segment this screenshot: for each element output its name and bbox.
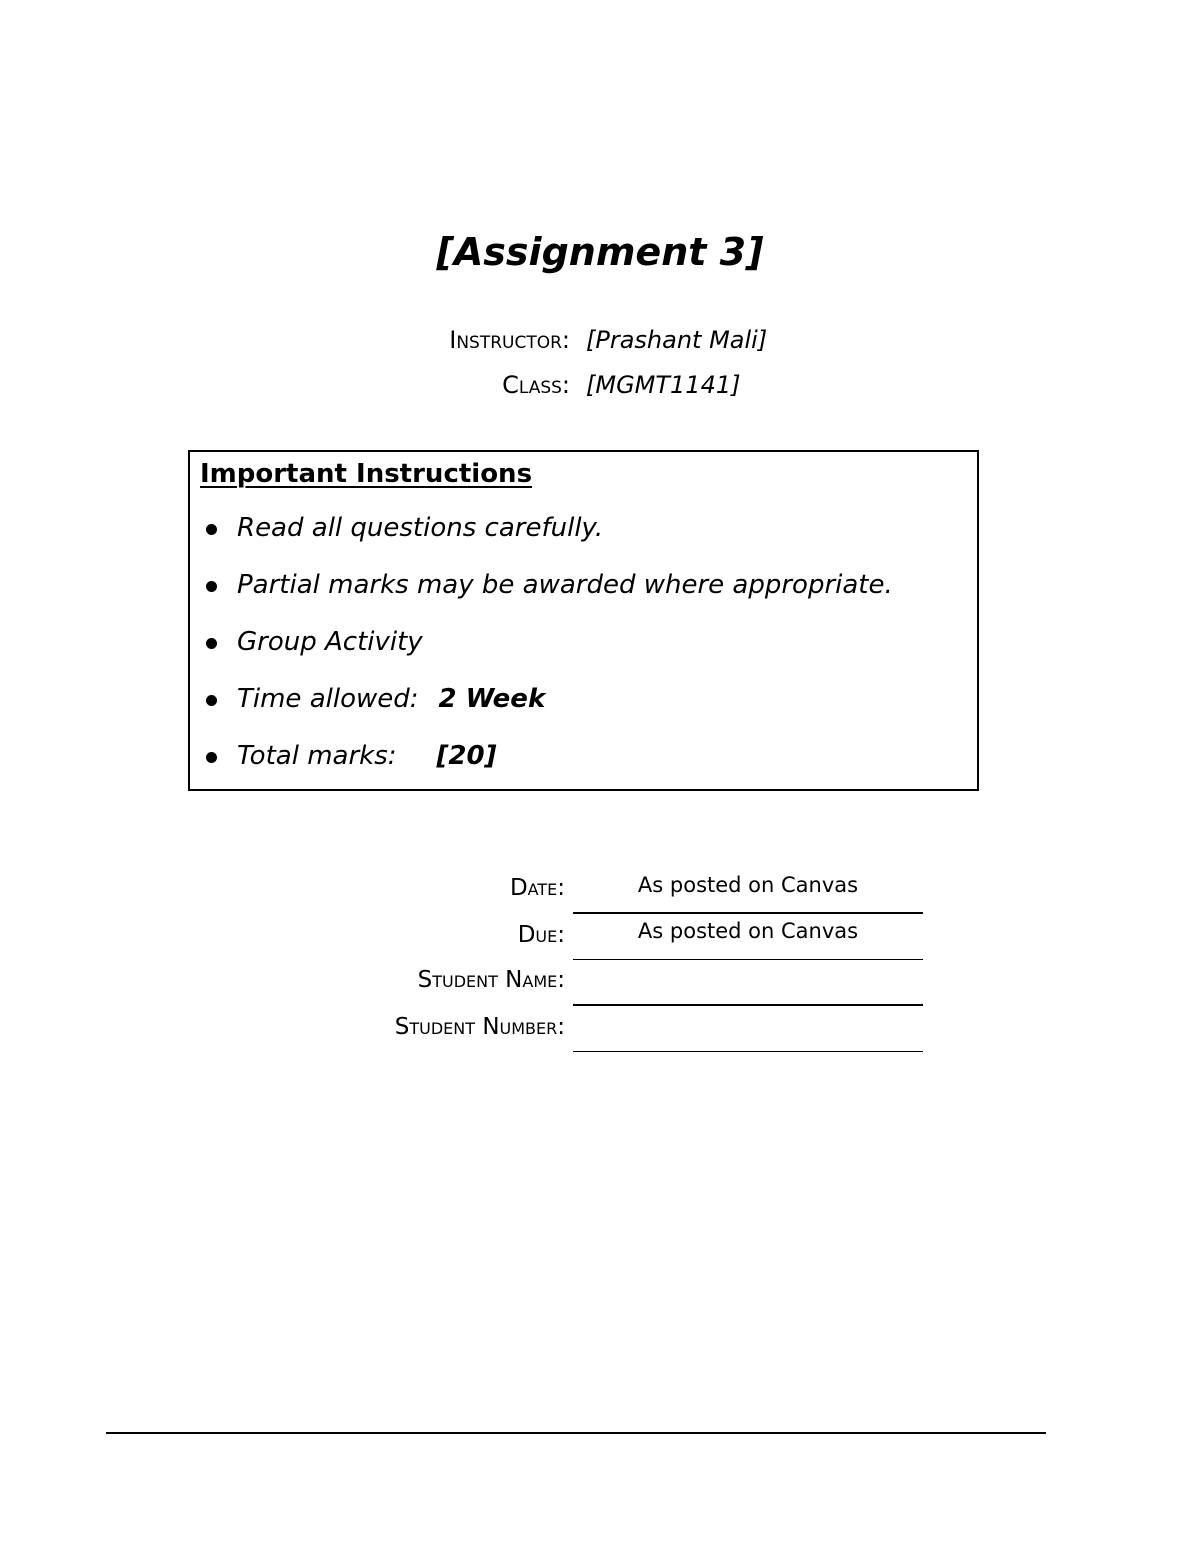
instruction-item <box>200 622 970 679</box>
due-label: Due: <box>517 922 565 948</box>
bullet-icon <box>206 752 217 763</box>
instruction-item <box>200 565 970 622</box>
date-field-line <box>573 912 923 914</box>
instructions-heading: Important Instructions <box>200 459 533 489</box>
instruction-text: Read all questions carefully. <box>237 513 604 543</box>
date-label: Date: <box>509 875 565 901</box>
total-marks-value: [20] <box>436 741 497 771</box>
due-field-line <box>573 959 923 960</box>
instructions-list <box>200 508 970 793</box>
time-allowed-label: Time allowed: <box>237 684 419 714</box>
instruction-text: Group Activity <box>237 627 423 657</box>
assignment-title: [Assignment 3] <box>436 230 764 274</box>
instructor-value: [Prashant Mali] <box>586 326 768 354</box>
class-value: [MGMT1141] <box>586 371 741 399</box>
instructor-label: Instructor: <box>449 326 570 354</box>
bullet-icon <box>206 638 217 649</box>
student-number-label: Student Number: <box>394 1014 565 1040</box>
student-number-field-line <box>573 1051 923 1052</box>
class-label: Class: <box>502 371 570 399</box>
bullet-icon <box>206 695 217 706</box>
instructions-box <box>188 450 979 791</box>
footer-divider <box>106 1432 1046 1434</box>
instruction-item-total-marks <box>200 736 970 793</box>
instruction-item <box>200 508 970 565</box>
time-allowed-value: 2 Week <box>438 684 546 714</box>
due-value: As posted on Canvas <box>637 919 859 943</box>
instruction-text: Partial marks may be awarded where appropriate. <box>237 570 893 600</box>
bullet-icon <box>206 524 217 535</box>
total-marks-label: Total marks: <box>237 741 397 771</box>
instruction-item-time-allowed <box>200 679 970 736</box>
bullet-icon <box>206 581 217 592</box>
student-name-label: Student Name: <box>417 967 565 993</box>
student-name-field-line <box>573 1004 923 1006</box>
date-value: As posted on Canvas <box>637 873 859 897</box>
